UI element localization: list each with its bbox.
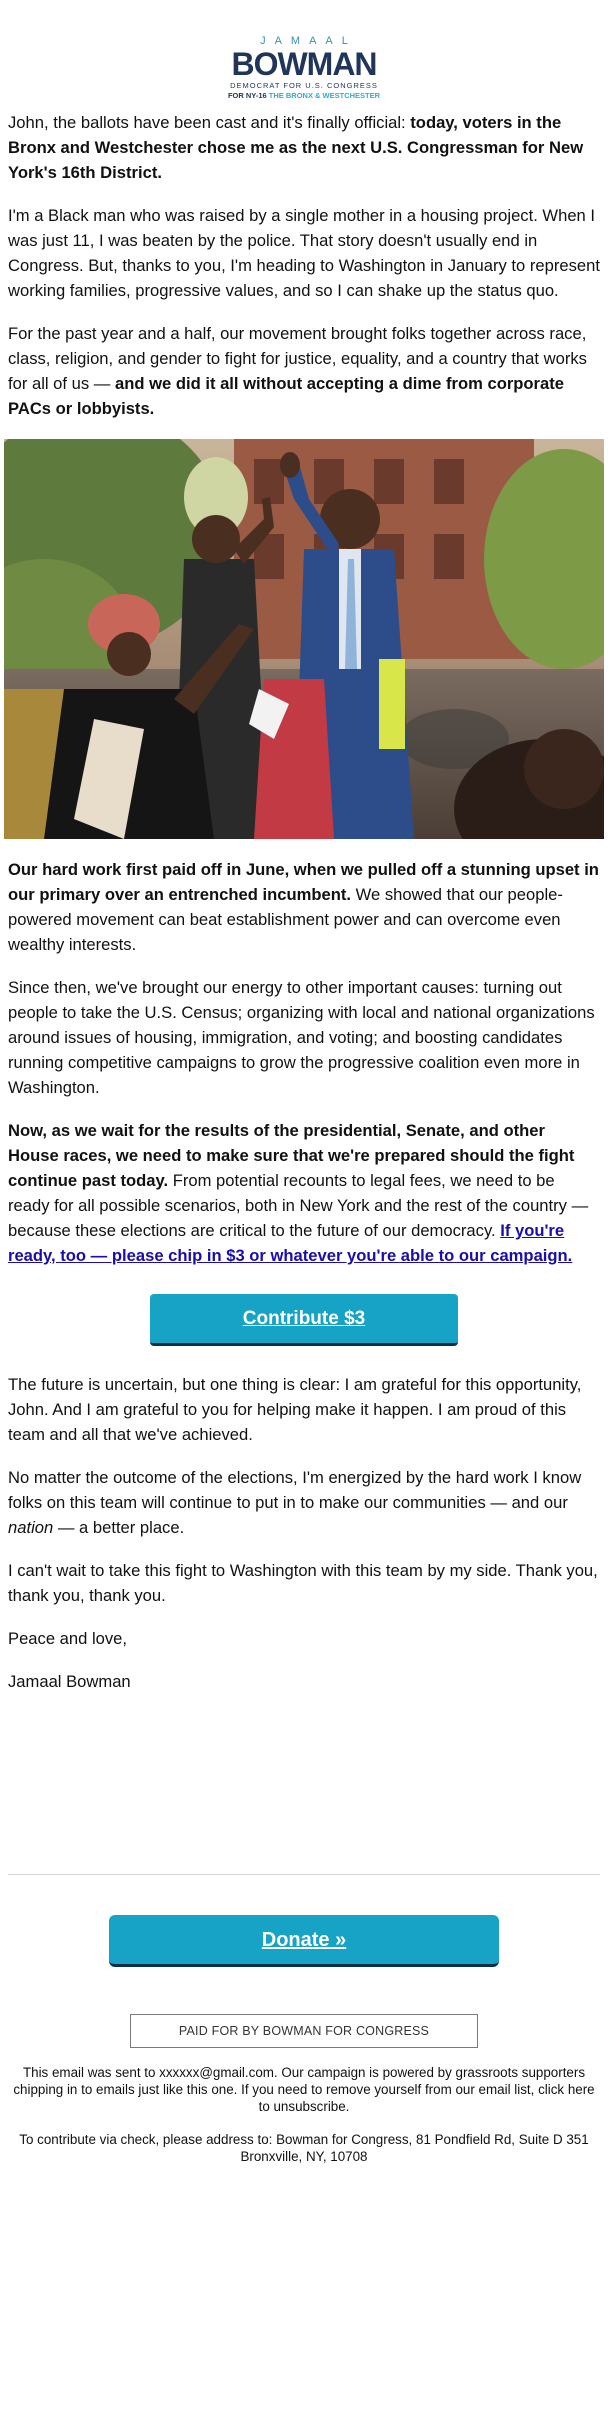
- disclaimer-section: [0, 2014, 608, 2048]
- paid-for-disclaimer: PAID FOR BY BOWMAN FOR CONGRESS: [130, 2014, 478, 2048]
- logo-tagline: DEMOCRAT FOR U.S. CONGRESS: [230, 81, 378, 90]
- donate-section: [0, 1915, 608, 1967]
- paragraph-energized: No matter the outcome of the elections, I'm energized by the hard work I know folks on this team will continue to put in to make our communities — and our nation — a better place.: [8, 1468, 582, 1537]
- paragraph-causes: Since then, we've brought our energy to other important causes: turning out people to take the U.S. Census; organizing with local and national organizations around issues of housing, immigration, and voting; and boosting candidates running competitive campaigns to grow the progressive coalition even more in Washington.: [8, 978, 595, 1097]
- contribute-button[interactable]: Contribute $3: [150, 1294, 458, 1346]
- contribute-section: [8, 1294, 600, 1346]
- email-body: [0, 110, 608, 1694]
- donation-link[interactable]: If you're ready, too — please chip in $3 or whatever you're able to our campaign.: [8, 1221, 573, 1265]
- paragraph-intro: John, the ballots have been cast and it's finally official: today, voters in the Bronx and Westchester chose me as the next U.S. Congressman for New York's 16th District.: [8, 113, 584, 182]
- paragraph-gratitude: The future is uncertain, but one thing is clear: I am grateful for this opportunity, John. And I am grateful to you for helping make it happen. I am proud of this team and all that we've achieved.: [8, 1375, 582, 1444]
- paragraph-ask: Now, as we wait for the results of the presidential, Senate, and other House races, we need to make sure that we're prepared should the fight continue past today. From potential recounts to legal fees, we need to be ready for all possible scenarios, both in New York and the rest of the country — because these elections are critical to the future of our democracy. If you're ready, too — please chip in $3 or whatever you're able to our campaign.: [8, 1121, 589, 1265]
- signature-name: Jamaal Bowman: [8, 1672, 131, 1691]
- paragraph-movement: For the past year and a half, our movement brought folks together across race, class, religion, and gender to fight for justice, equality, and a country that works for all of us — and we did it all without accepting a dime from corporate PACs or lobbyists.: [8, 324, 587, 418]
- divider: [8, 1874, 600, 1875]
- logo-district-area: THE BRONX & WESTCHESTER: [268, 90, 381, 100]
- footer: [0, 2064, 608, 2165]
- paragraph-primary: Our hard work first paid off in June, when we pulled off a stunning upset in our primary over an entrenched incumbent. We showed that our people-powered movement can beat establishment power and can overcome even wealthy interests.: [8, 860, 599, 954]
- sign-off: Peace and love,: [8, 1629, 128, 1648]
- paragraph-story: I'm a Black man who was raised by a single mother in a housing project. When I was just 11, I was beaten by the police. That story doesn't usually end in Congress. But, thanks to you, I'm heading to Washington in January to represent working families, progressive values, and so I can shake up the status quo.: [8, 206, 600, 300]
- spacer: [0, 1712, 608, 1874]
- campaign-logo: [228, 36, 380, 99]
- logo-district: [228, 92, 380, 100]
- campaign-photo: [4, 439, 604, 839]
- footer-notice: This email was sent to xxxxxx@gmail.com. Our campaign is powered by grassroots supporters chipping in to emails just like this one. If you need to remove yourself from our email list, click here to unsubscribe.: [13, 2065, 595, 2114]
- logo-first-name: JAMAAL: [260, 35, 357, 47]
- logo-last-name: BOWMAN: [231, 46, 377, 82]
- header: [0, 0, 608, 110]
- donate-button[interactable]: Donate »: [109, 1915, 499, 1967]
- unsubscribe-link[interactable]: here to unsubscribe.: [258, 2082, 595, 2114]
- footer-address: To contribute via check, please address to: Bowman for Congress, 81 Pondfield Rd, Suite D 351 Bronxville, NY, 10708: [19, 2132, 589, 2164]
- logo-district-code: FOR NY-16: [227, 90, 267, 100]
- paragraph-washington: I can't wait to take this fight to Washington with this team by my side. Thank you, thank you, thank you.: [8, 1561, 598, 1605]
